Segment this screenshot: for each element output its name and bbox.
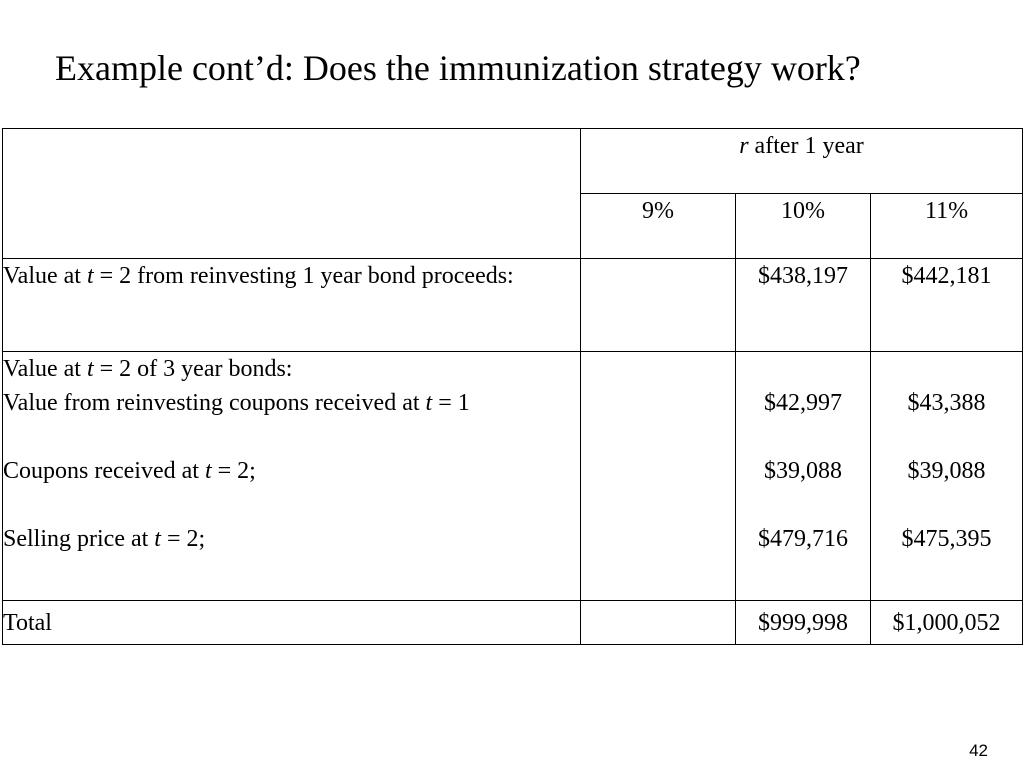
selling-price-a: Selling price at bbox=[3, 526, 155, 552]
total-9 bbox=[581, 601, 736, 645]
three-year-9 bbox=[581, 352, 736, 601]
header-row-rate bbox=[3, 129, 1023, 194]
reinvest-label-b: = 2 from reinvesting 1 year bond proceeds: bbox=[93, 263, 514, 289]
three-year-10 bbox=[736, 352, 871, 601]
coupons-reinvest-10: $42,997 bbox=[764, 390, 842, 416]
three-year-heading-t: t bbox=[86, 356, 94, 382]
reinvest-9 bbox=[581, 259, 736, 352]
total-label: Total bbox=[3, 601, 581, 645]
coupons-reinvest-a: Value from reinvesting coupons received at bbox=[3, 390, 426, 416]
rate-header-label: after 1 year bbox=[748, 133, 864, 159]
three-year-11 bbox=[871, 352, 1023, 601]
slide-title: Example cont’d: Does the immunization strategy work? bbox=[55, 48, 861, 88]
total-11: $1,000,052 bbox=[871, 601, 1023, 645]
selling-price-t: t bbox=[154, 526, 161, 552]
coupons-reinvest-11: $43,388 bbox=[907, 390, 986, 416]
selling-price-10: $479,716 bbox=[758, 526, 848, 552]
three-year-heading-b: = 2 of 3 year bonds: bbox=[93, 356, 293, 382]
coupons-received-a: Coupons received at bbox=[3, 458, 205, 484]
reinvest-label-a: Value at bbox=[3, 263, 87, 289]
r-symbol: r bbox=[739, 133, 749, 159]
three-year-label bbox=[3, 352, 581, 601]
rate-9-header: 9% bbox=[581, 194, 736, 259]
selling-price-b: = 2; bbox=[160, 526, 206, 552]
reinvest-label bbox=[3, 259, 581, 352]
coupons-received-11: $39,088 bbox=[907, 458, 986, 484]
rate-header-cell bbox=[581, 129, 1023, 194]
three-year-heading-a: Value at bbox=[3, 356, 87, 382]
row-3yr-bonds bbox=[3, 352, 1023, 601]
rate-10-header: 10% bbox=[736, 194, 871, 259]
coupons-reinvest-label bbox=[3, 386, 580, 420]
total-10: $999,998 bbox=[736, 601, 871, 645]
selling-price-11: $475,395 bbox=[901, 526, 992, 552]
page-number: 42 bbox=[969, 741, 988, 760]
coupons-received-label bbox=[3, 454, 580, 488]
coupons-received-10: $39,088 bbox=[764, 458, 842, 484]
selling-price-label bbox=[3, 522, 580, 556]
reinvest-10: $438,197 bbox=[736, 259, 871, 352]
coupons-reinvest-t: t bbox=[425, 390, 433, 416]
row-reinvest-1yr bbox=[3, 259, 1023, 352]
rate-11-header: 11% bbox=[871, 194, 1023, 259]
row-total bbox=[3, 601, 1023, 645]
reinvest-label-t: t bbox=[86, 263, 94, 289]
coupons-reinvest-b: = 1 bbox=[432, 390, 470, 416]
coupons-received-b: = 2; bbox=[211, 458, 256, 484]
header-empty-cell bbox=[3, 129, 581, 259]
reinvest-11: $442,181 bbox=[871, 259, 1023, 352]
coupons-received-t: t bbox=[204, 458, 212, 484]
immunization-table bbox=[2, 128, 1023, 645]
three-year-heading bbox=[3, 352, 580, 386]
